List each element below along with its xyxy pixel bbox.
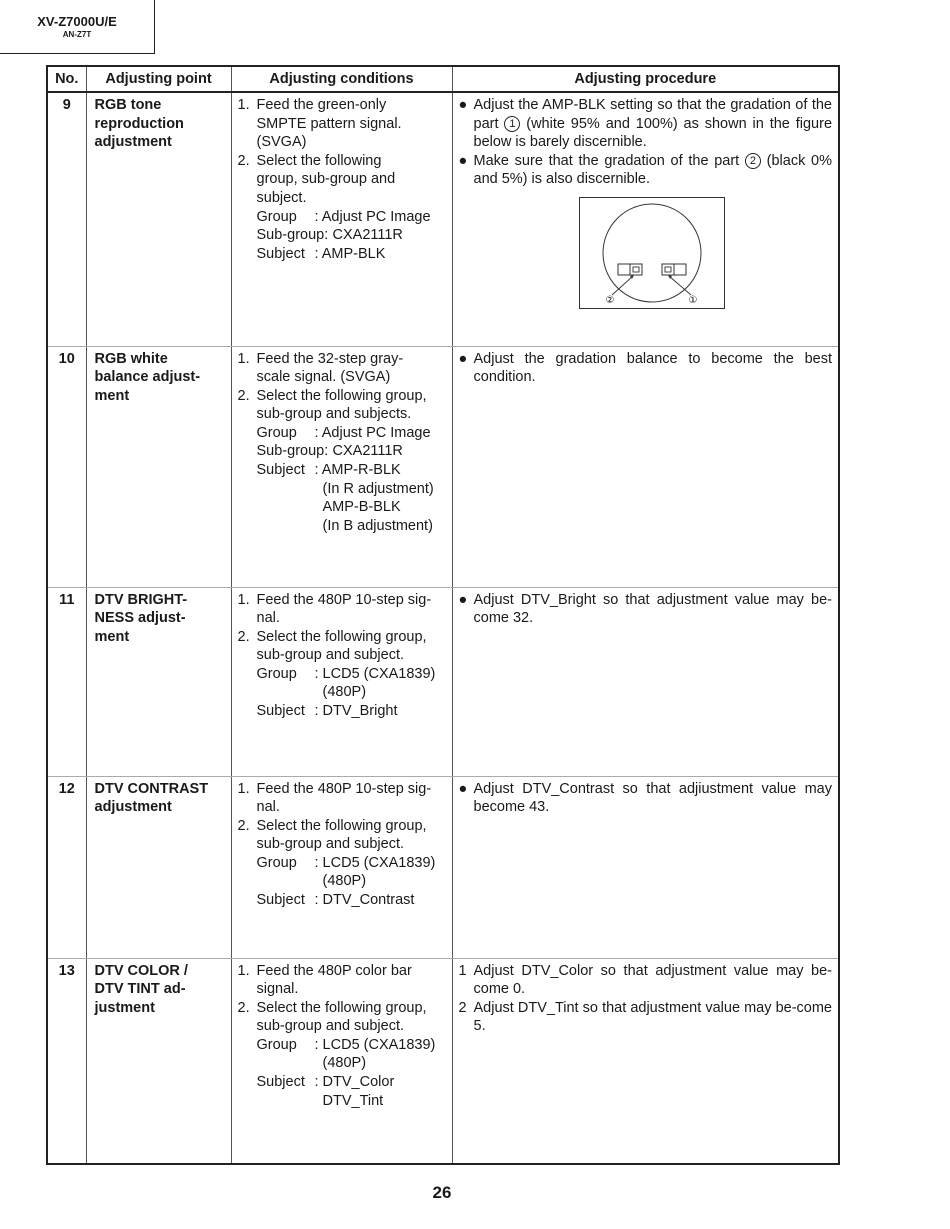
kv-value-line: : DTV_Bright — [314, 703, 398, 720]
step-line: Select the following group, — [256, 817, 427, 834]
step-line: sub-group and subject. — [256, 647, 405, 664]
procedure-item — [459, 96, 833, 152]
step-line: (SVGA) — [256, 134, 307, 151]
col-header-point: Adjusting point — [86, 66, 231, 92]
kv-label: Sub-group: — [256, 443, 329, 460]
point-line: balance adjust- — [94, 369, 201, 386]
condition-step — [238, 780, 442, 817]
procedure-text: Adjust DTV_Contrast so that adjiustment value may become 43. — [473, 780, 832, 816]
step-text — [257, 628, 442, 721]
step-line: Select the following group, — [256, 999, 427, 1016]
step-line: Select the following — [256, 152, 382, 169]
condition-step — [238, 350, 442, 387]
step-line: Feed the green-only — [256, 97, 387, 113]
step-line: group, sub-group and — [256, 171, 396, 188]
step-text — [257, 999, 442, 1111]
step-text — [257, 350, 442, 387]
step-line: sub-group and subject. — [256, 1018, 405, 1035]
point-line: ment — [94, 387, 130, 404]
step-number: 2. — [237, 152, 250, 169]
condition-step — [238, 628, 442, 721]
model-number: XV-Z7000U/E — [37, 14, 117, 29]
row-number: 13 — [58, 962, 75, 979]
bullet-icon: ● — [458, 591, 468, 608]
kv-group — [257, 665, 442, 702]
step-number: 1. — [237, 350, 250, 367]
adjusting-point — [86, 346, 231, 587]
step-text — [257, 387, 442, 536]
kv-subject — [257, 891, 442, 910]
step-text — [257, 96, 442, 152]
procedure-text: Adjust DTV_Color so that adjustment value may be-come 0. — [473, 962, 832, 998]
item-number: 1 — [458, 962, 467, 979]
step-line: Feed the 480P 10-step sig- — [256, 591, 432, 608]
step-line: Select the following group, — [256, 387, 427, 404]
step-number: 2. — [237, 817, 250, 834]
kv-value — [333, 226, 442, 245]
row-number: 9 — [47, 92, 86, 346]
step-number: 1. — [237, 97, 250, 113]
kv-value — [315, 854, 442, 891]
kv-value-line: : Adjust PC Image — [314, 424, 431, 441]
kv-label: Group — [256, 424, 297, 441]
procedure-text — [474, 96, 833, 152]
table-row — [47, 346, 839, 587]
point-line: NESS adjust- — [94, 610, 186, 627]
step-line: SMPTE pattern signal. — [256, 115, 402, 132]
procedure-text-part: Make sure that the gradation of the part — [473, 152, 745, 169]
figure-label-1: ① — [688, 294, 697, 306]
table-row — [47, 92, 839, 346]
kv-group — [257, 208, 442, 227]
kv-label: Subject — [256, 892, 305, 909]
kv-value — [315, 1036, 442, 1073]
procedure-text: Adjust DTV_Bright so that adjustment value may be-come 32. — [473, 591, 832, 627]
procedure-item — [459, 591, 833, 628]
condition-step — [238, 96, 442, 152]
kv-label: Group — [256, 854, 297, 871]
procedure-item — [459, 152, 833, 189]
point-line: justment — [94, 999, 155, 1016]
adjusting-procedure — [452, 958, 839, 1164]
gradation-figure — [579, 197, 725, 309]
point-line: ment — [94, 628, 130, 645]
step-line: Feed the 32-step gray- — [256, 350, 404, 367]
step-line: scale signal. (SVGA) — [256, 369, 391, 386]
col-header-no: No. — [47, 66, 86, 92]
point-line: DTV COLOR / — [94, 962, 188, 979]
kv-group — [257, 1036, 442, 1073]
bullet-icon: ● — [458, 152, 468, 169]
step-number: 2. — [237, 999, 250, 1016]
kv-group — [257, 854, 442, 891]
step-number: 1. — [237, 591, 250, 608]
kv-value — [315, 665, 442, 702]
kv-value-line: (480P) — [322, 684, 367, 701]
adjusting-point — [86, 958, 231, 1164]
step-text — [257, 780, 442, 817]
kv-label: Group — [256, 208, 297, 225]
kv-value — [315, 702, 442, 721]
sub-model-number: AN-Z7T — [62, 30, 92, 39]
kv-label: Subject — [256, 1074, 305, 1091]
procedure-text-part: (black 0% and 5%) is also discernible. — [473, 152, 832, 188]
adjusting-procedure — [452, 92, 839, 346]
kv-value — [315, 245, 442, 264]
row-number: 12 — [47, 776, 86, 958]
figure-label-2: ② — [605, 294, 614, 306]
procedure-text-part: (white 95% and 100%) as shown in the figure below is barely discernible. — [473, 115, 833, 151]
kv-value-line: CXA2111R — [332, 227, 403, 244]
kv-value-line: : AMP-BLK — [314, 245, 386, 262]
condition-step — [238, 387, 442, 536]
adjusting-point — [86, 776, 231, 958]
procedure-item — [459, 780, 833, 817]
kv-subgroup — [257, 226, 442, 245]
step-line: Feed the 480P color bar — [256, 962, 412, 979]
kv-value-line: : LCD5 (CXA1839) — [314, 854, 436, 871]
kv-value-line: : LCD5 (CXA1839) — [314, 665, 436, 682]
procedure-item — [459, 999, 833, 1036]
condition-step — [238, 962, 442, 999]
kv-value — [315, 891, 442, 910]
point-line: adjustment — [94, 134, 172, 151]
procedure-item — [459, 350, 833, 387]
kv-label: Subject — [256, 245, 305, 262]
point-line: adjustment — [94, 799, 172, 816]
adjusting-conditions — [231, 958, 452, 1164]
step-text — [257, 591, 442, 628]
kv-value-line: DTV_Tint — [322, 1092, 384, 1109]
col-header-conditions: Adjusting conditions — [231, 66, 452, 92]
circled-number-icon: 1 — [504, 116, 520, 132]
procedure-text: Adjust DTV_Tint so that adjustment value may be-come 5. — [473, 999, 832, 1035]
adjustment-table — [46, 65, 840, 1165]
point-line: RGB tone — [94, 97, 162, 113]
row-number: 11 — [47, 587, 86, 776]
kv-value-line: (In B adjustment) — [322, 517, 433, 534]
kv-value-line: : LCD5 (CXA1839) — [314, 1036, 436, 1053]
kv-value — [315, 461, 442, 535]
bullet-icon: ● — [458, 350, 468, 367]
page-number: 26 — [432, 1183, 452, 1202]
kv-label: Sub-group: — [256, 227, 329, 244]
condition-step — [238, 817, 442, 910]
kv-value-line: AMP-B-BLK — [322, 499, 401, 516]
kv-subject — [257, 702, 442, 721]
step-number: 2. — [237, 628, 250, 645]
point-line: DTV BRIGHT- — [94, 591, 188, 608]
step-number: 2. — [237, 387, 250, 404]
step-line: Feed the 480P 10-step sig- — [256, 780, 432, 797]
point-line: DTV CONTRAST — [94, 780, 209, 797]
procedure-text — [474, 152, 833, 189]
step-text — [257, 817, 442, 910]
procedure-text: Adjust the gradation balance to become the best condition. — [473, 350, 832, 386]
kv-value-line: (480P) — [322, 1055, 367, 1072]
adjusting-procedure — [452, 776, 839, 958]
adjusting-conditions — [231, 346, 452, 587]
col-header-procedure: Adjusting procedure — [452, 66, 839, 92]
kv-value-line: : DTV_Color — [314, 1074, 395, 1091]
step-line: nal. — [256, 799, 280, 816]
kv-value-line: : DTV_Contrast — [314, 892, 415, 909]
kv-label: Subject — [256, 462, 305, 479]
step-line: subject. — [256, 189, 307, 206]
table-row — [47, 587, 839, 776]
step-line: Select the following group, — [256, 628, 427, 645]
procedure-text-part: Adjust the AMP-BLK setting so that the gradation of the part — [473, 97, 832, 132]
kv-value-line: (In R adjustment) — [322, 480, 434, 497]
adjusting-conditions — [231, 776, 452, 958]
procedure-item — [459, 962, 833, 999]
model-box — [0, 0, 155, 54]
kv-value — [315, 424, 442, 443]
condition-step — [238, 152, 442, 264]
kv-label: Group — [256, 665, 297, 682]
kv-value-line: : AMP-R-BLK — [314, 462, 401, 479]
kv-value-line: CXA2111R — [332, 443, 403, 460]
step-line: nal. — [256, 610, 280, 627]
bullet-icon: ● — [458, 780, 468, 797]
point-line: DTV TINT ad- — [94, 981, 186, 998]
adjusting-conditions — [231, 587, 452, 776]
row-number: 10 — [47, 346, 86, 587]
adjusting-procedure — [452, 587, 839, 776]
table-row — [47, 776, 839, 958]
kv-value — [315, 1073, 442, 1110]
kv-subject — [257, 1073, 442, 1110]
circled-number-icon: 2 — [745, 153, 761, 169]
kv-subject — [257, 461, 442, 535]
step-text — [257, 962, 442, 999]
adjusting-point — [86, 92, 231, 346]
step-number: 1. — [237, 780, 250, 797]
item-number: 2 — [458, 999, 467, 1016]
step-text — [257, 152, 442, 264]
kv-value-line: : Adjust PC Image — [314, 208, 431, 225]
kv-label: Group — [256, 1036, 297, 1053]
kv-subgroup — [257, 442, 442, 461]
kv-value-line: (480P) — [322, 873, 367, 890]
adjusting-point — [86, 587, 231, 776]
table-header-row — [47, 66, 839, 92]
kv-group — [257, 424, 442, 443]
kv-value — [315, 208, 442, 227]
bullet-icon: ● — [458, 97, 468, 113]
condition-step — [238, 999, 442, 1111]
adjusting-procedure — [452, 346, 839, 587]
kv-value — [333, 442, 442, 461]
point-line: reproduction — [94, 115, 184, 132]
kv-subject — [257, 245, 442, 264]
step-number: 1. — [237, 962, 250, 979]
kv-label: Subject — [256, 703, 305, 720]
point-line: RGB white — [94, 350, 168, 367]
step-line: sub-group and subject. — [256, 836, 405, 853]
condition-step — [238, 591, 442, 628]
adjusting-conditions — [231, 92, 452, 346]
step-line: signal. — [256, 981, 299, 998]
step-line: sub-group and subjects. — [256, 406, 412, 423]
table-row — [47, 958, 839, 1164]
